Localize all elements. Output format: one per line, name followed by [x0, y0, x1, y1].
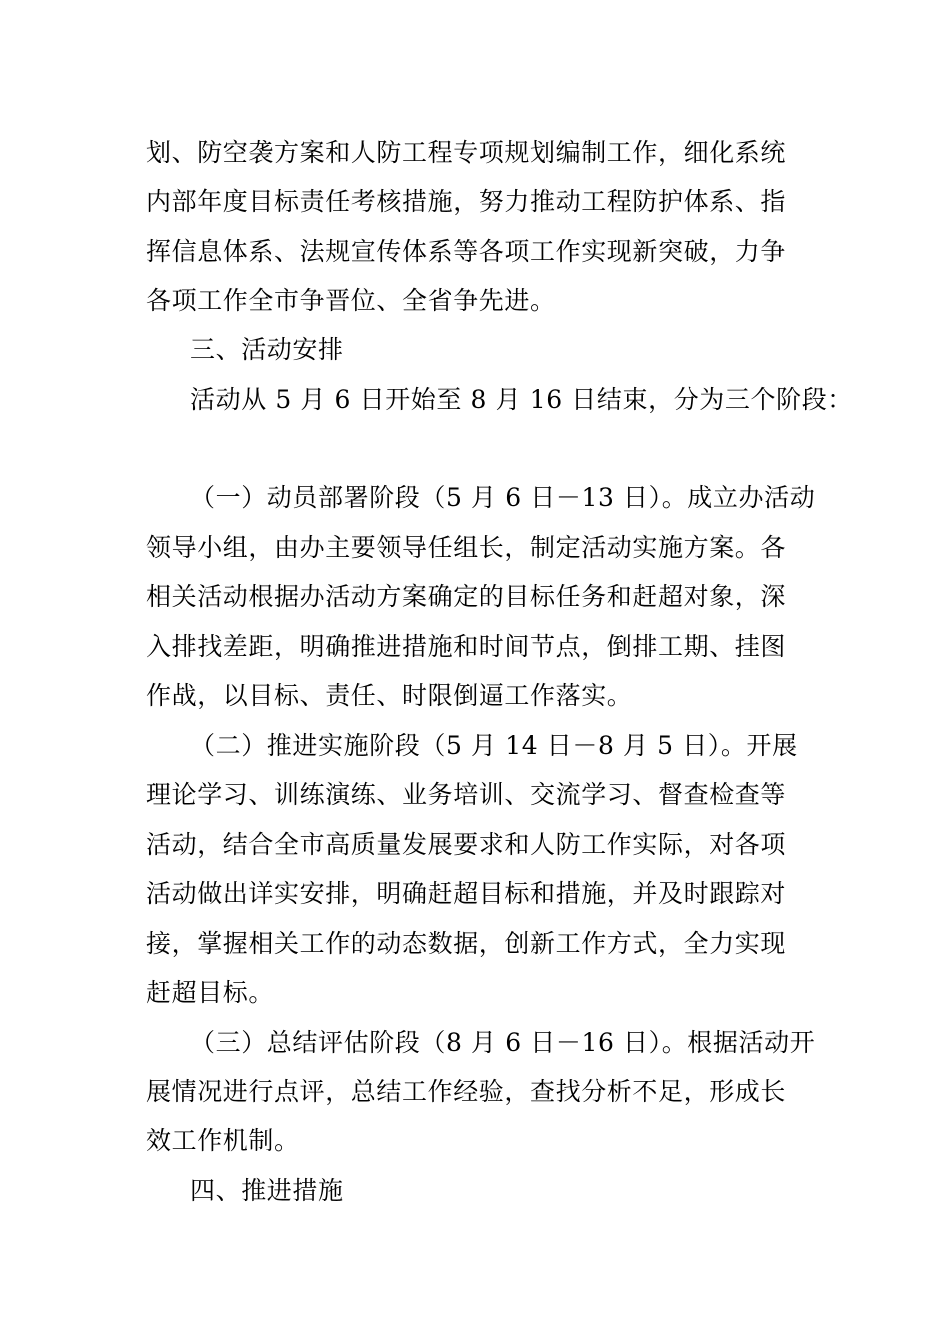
paragraph-line: 活动，结合全市高质量发展要求和人防工作实际，对各项 [146, 830, 787, 859]
paragraph-line: 入排找差距，明确推进措施和时间节点，倒排工期、挂图 [146, 632, 787, 661]
paragraph-line: 效工作机制。 [146, 1126, 300, 1155]
paragraph-line: 展情况进行点评，总结工作经验，查找分析不足，形成长 [146, 1077, 787, 1106]
paragraph-line: 领导小组，由办主要领导任组长，制定活动实施方案。各 [146, 533, 787, 562]
stage-heading-line: （三）总结评估阶段（8 月 6 日－16 日）。根据活动开 [190, 1028, 816, 1057]
paragraph-line: 划、防空袭方案和人防工程专项规划编制工作，细化系统 [146, 138, 787, 167]
paragraph-line: 作战，以目标、责任、时限倒逼工作落实。 [146, 681, 633, 710]
paragraph-line: 内部年度目标责任考核措施，努力推动工程防护体系、指 [146, 187, 787, 216]
stage-heading-line: （一）动员部署阶段（5 月 6 日－13 日）。成立办活动 [190, 483, 816, 512]
paragraph-line: 理论学习、训练演练、业务培训、交流学习、督查检查等 [146, 780, 787, 809]
section-heading: 四、推进措施 [190, 1176, 344, 1205]
paragraph-line: 活动做出详实安排，明确赶超目标和措施，并及时跟踪对 [146, 879, 787, 908]
section-heading: 三、活动安排 [190, 335, 344, 364]
paragraph-line: 赶超目标。 [146, 978, 275, 1007]
paragraph-line: 活动从 5 月 6 日开始至 8 月 16 日结束，分为三个阶段： [190, 385, 853, 414]
paragraph-line: 挥信息体系、法规宣传体系等各项工作实现新突破，力争 [146, 237, 787, 266]
stage-heading-line: （二）推进实施阶段（5 月 14 日－8 月 5 日）。开展 [190, 731, 798, 760]
paragraph-line: 各项工作全市争晋位、全省争先进。 [146, 286, 556, 315]
paragraph-line: 接，掌握相关工作的动态数据，创新工作方式，全力实现 [146, 929, 787, 958]
paragraph-line: 相关活动根据办活动方案确定的目标任务和赶超对象，深 [146, 582, 787, 611]
